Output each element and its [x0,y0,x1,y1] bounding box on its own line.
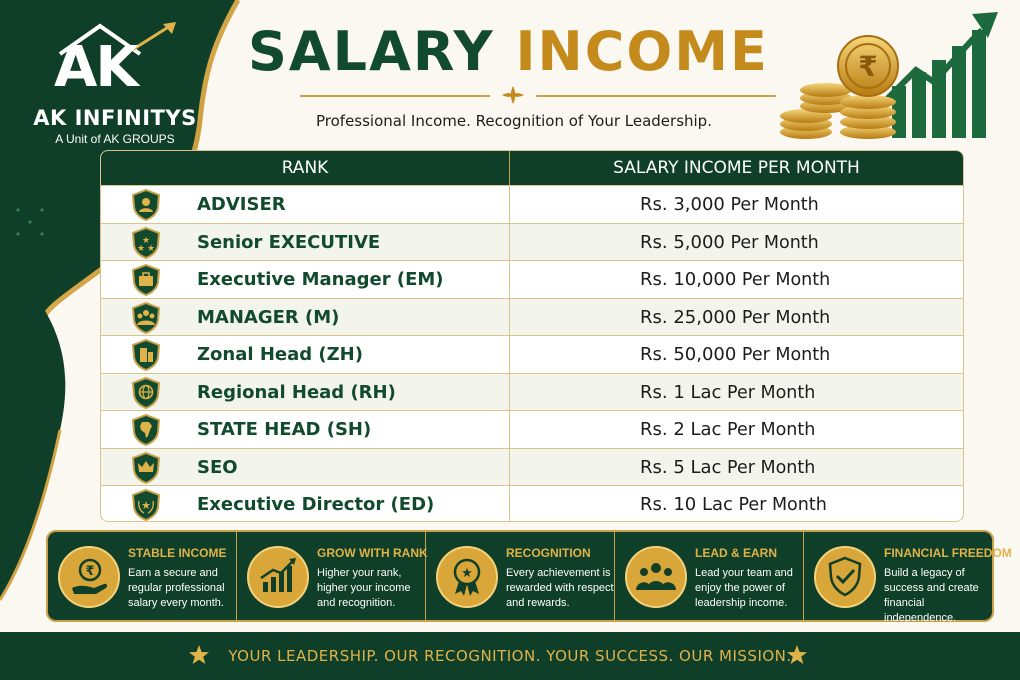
svg-text:★: ★ [461,566,473,581]
salary-amount: Rs. 10 Lac [640,494,733,515]
rank-label: Executive Manager (EM) [197,269,444,290]
rank-label: ADVISER [197,194,286,215]
footer-banner [0,632,1020,680]
salary-amount: Rs. 10,000 [640,269,737,290]
svg-text:★: ★ [146,243,156,254]
salary-amount: Rs. 50,000 [640,344,737,365]
rank-cell [101,336,509,373]
salary-cell [509,486,963,522]
salary-unit: Per Month [741,345,831,365]
table-row [101,410,963,448]
star-icon [786,644,808,666]
rank-label: MANAGER (M) [197,306,340,328]
shield-check-icon [814,546,876,608]
feature-text: Higher your rank, higher your income and recognition. [317,567,411,609]
feature-text: Build a legacy of success and create financial independence. [884,567,979,624]
feature-lead-and-earn [615,532,804,620]
feature-title: GROW WITH RANK [317,546,428,560]
growth-chart-icon [247,546,309,608]
salary-cell [509,449,963,486]
feature-recognition [426,532,615,620]
salary-cell [509,186,963,223]
salary-unit: Per Month [738,495,827,515]
salary-cell [509,374,963,411]
salary-amount: Rs. 25,000 [640,306,737,328]
map-shield-icon [131,414,161,446]
table-row [101,335,963,373]
page-tagline: Professional Income. Recognition of Your Leadership. [316,112,712,130]
team-icon [625,546,687,608]
salary-amount: Rs. 5,000 [640,231,725,253]
table-row [101,485,963,522]
salary-unit: Per Month [727,420,816,440]
person-shield-icon [131,189,161,221]
star-wreath-shield-icon [131,489,161,521]
stars-shield-icon [131,227,161,259]
table-row [101,448,963,486]
features-strip [46,530,1012,624]
globe-shield-icon [131,377,161,409]
feature-financial-freedom [804,532,1012,624]
rank-cell [101,486,509,522]
building-shield-icon [131,339,161,371]
salary-unit: Per Month [741,270,831,290]
salary-amount: Rs. 3,000 [640,194,725,215]
salary-cell [509,411,963,448]
salary-cell [509,261,963,298]
table-row [101,260,963,298]
table-header [101,151,963,185]
rank-label: SEO [197,456,238,478]
brand-subtitle: A Unit of AK GROUPS [55,132,175,146]
rank-label: Regional Head (RH) [197,381,396,403]
award-badge-icon [436,546,498,608]
page-title [248,20,778,83]
column-header-salary: SALARY INCOME PER MONTH [509,151,963,185]
table-row [101,298,963,336]
rank-cell [101,299,509,336]
ornament-icon [500,84,526,106]
rank-label: STATE HEAD (SH) [197,419,372,440]
brand-name: AK INFINITYS [33,106,197,130]
feature-text: Earn a secure and regular professional salary every month. [128,567,225,609]
salary-unit: Per Month [730,232,819,253]
crown-shield-icon [131,452,161,484]
salary-amount: Rs. 1 Lac [640,381,722,403]
table-row [101,373,963,411]
svg-text:₹: ₹ [85,564,95,579]
rank-cell [101,186,509,223]
divider-left [300,95,490,97]
feature-grow-with-rank [237,532,426,620]
rank-cell [101,261,509,298]
brand-logo [20,24,210,100]
feature-text: Every achievement is rewarded with respect and rewards. [506,567,614,609]
svg-text:★: ★ [136,243,146,254]
title-part-income: INCOME [515,20,769,83]
feature-title: RECOGNITION [506,546,591,560]
svg-text:★: ★ [141,499,151,512]
rank-label: Senior EXECUTIVE [197,231,381,253]
title-part-salary: SALARY [248,20,495,83]
svg-text:₹: ₹ [858,50,878,83]
rank-cell [101,411,509,448]
divider-right [536,95,776,97]
salary-table [100,150,964,522]
briefcase-shield-icon [131,264,161,296]
feature-title: STABLE INCOME [128,546,227,560]
footer-motto: YOUR LEADERSHIP. OUR RECOGNITION. YOUR SUCCESS. OUR MISSION. [228,647,792,665]
salary-amount: Rs. 2 Lac [640,419,722,440]
table-row [101,223,963,261]
rank-cell [101,374,509,411]
coins-growth-icon [776,10,1016,142]
column-header-rank: RANK [281,158,329,178]
feature-title: LEAD & EARN [695,546,778,560]
feature-title: FINANCIAL FREEDOM [884,546,1012,560]
salary-unit: Per Month [741,307,831,328]
rank-cell [101,449,509,486]
rank-label: Zonal Head (ZH) [197,344,363,365]
rank-cell [101,224,509,261]
salary-cell [509,299,963,336]
rupee-hand-icon [58,546,120,608]
salary-unit: Per Month [727,457,816,478]
brand-logo-letters: AK [54,35,137,100]
brand-block [20,24,210,146]
table-row [101,185,963,223]
rank-label: Executive Director (ED) [197,494,435,515]
salary-unit: Per Month [727,382,816,403]
salary-cell [509,224,963,261]
feature-text: Lead your team and enjoy the power of leadership income. [695,567,793,609]
salary-unit: Per Month [730,195,819,215]
svg-text:★: ★ [141,235,151,246]
salary-cell [509,336,963,373]
feature-stable-income [48,532,237,620]
team-shield-icon [131,302,161,334]
salary-amount: Rs. 5 Lac [640,456,722,478]
